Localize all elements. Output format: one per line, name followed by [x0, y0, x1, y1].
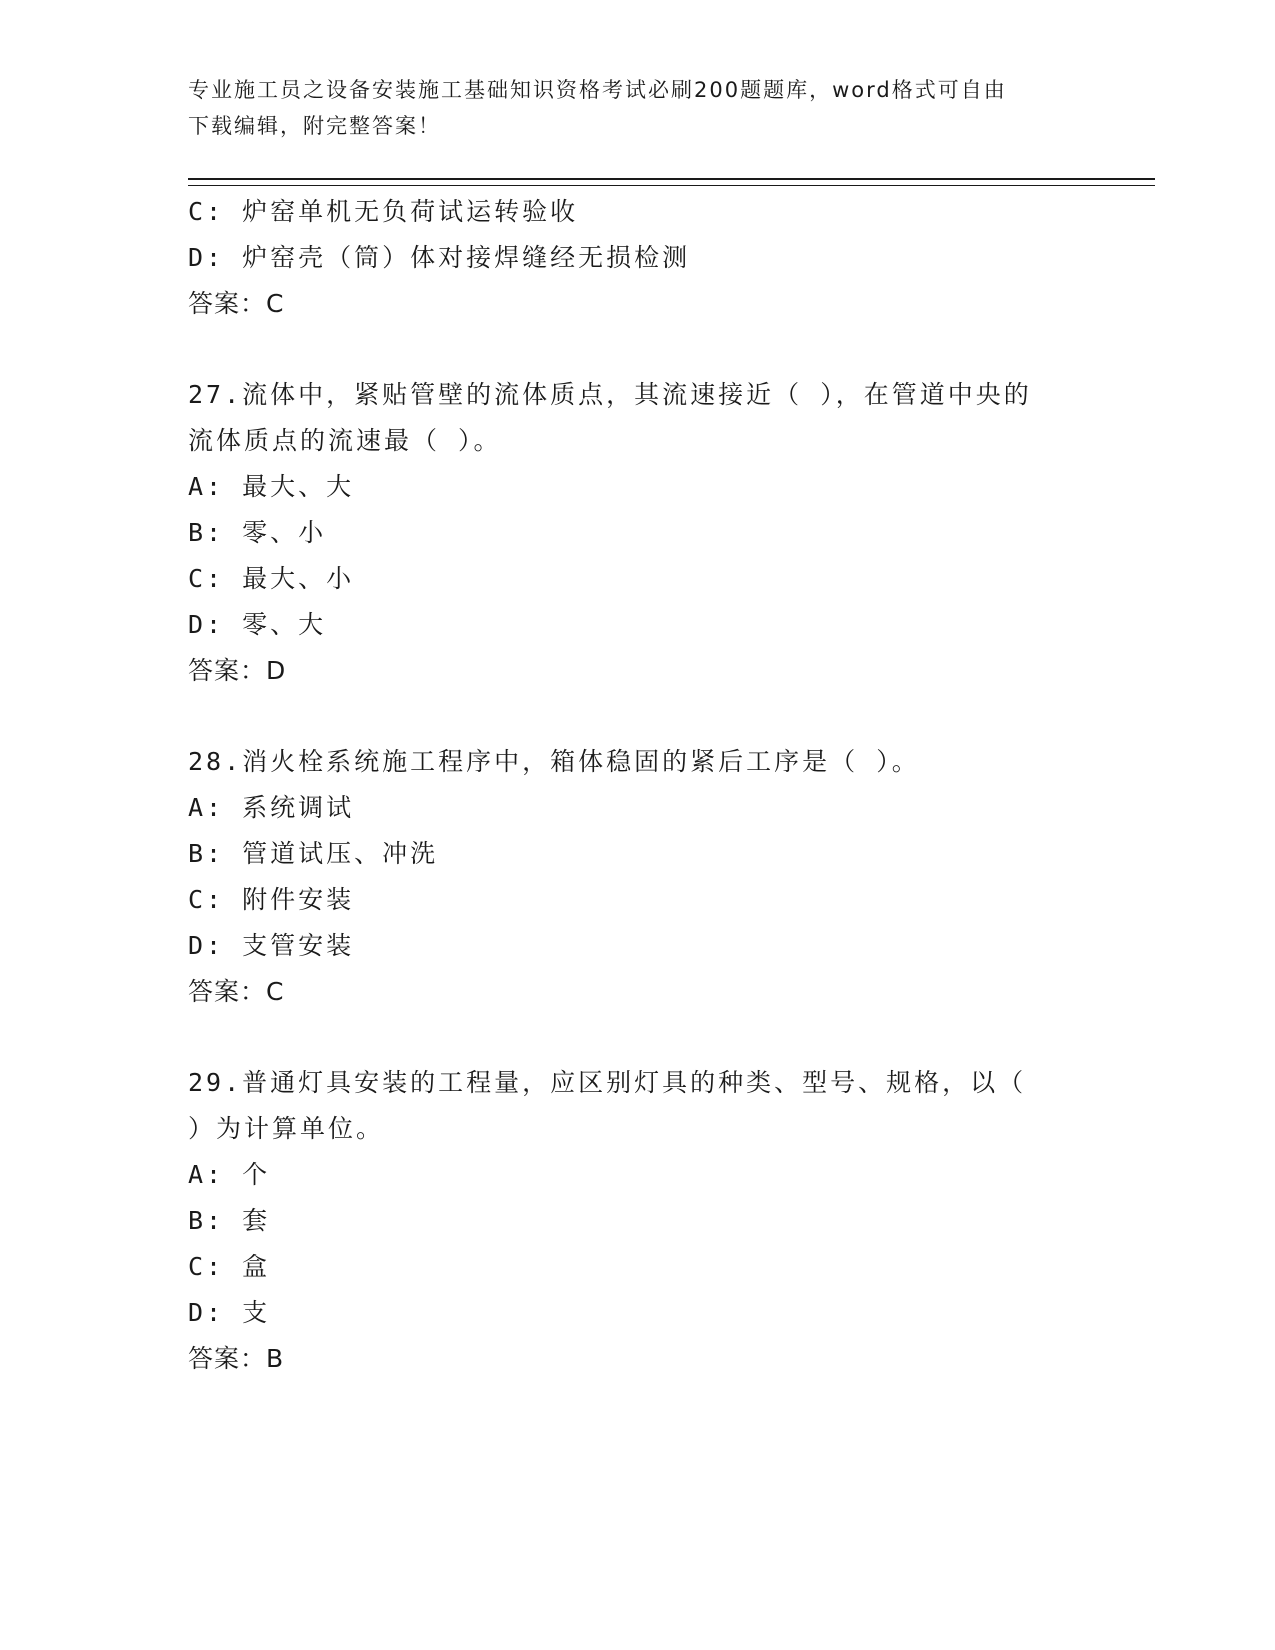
page-header [188, 72, 1088, 144]
answer-line: 答案：C [188, 977, 285, 1006]
question-stem: 28.消火栓系统施工程序中，箱体稳固的紧后工序是（ ）。 [188, 747, 920, 776]
question-stem: 27.流体中，紧贴管壁的流体质点，其流速接近（ ），在管道中央的 [188, 380, 1032, 409]
option-d: D: 支管安装 [188, 931, 355, 960]
option-b: B: 管道试压、冲洗 [188, 839, 439, 868]
question-stem-cont: 流体质点的流速最（ ）。 [188, 426, 502, 455]
header-line-1: 专业施工员之设备安装施工基础知识资格考试必刷200题题库，word格式可自由 [188, 78, 1007, 102]
option-d: D: 支 [188, 1298, 271, 1327]
answer-line: 答案：B [188, 1344, 285, 1373]
option-b: B: 套 [188, 1206, 271, 1235]
question-block-prev [188, 189, 1088, 327]
document-body [188, 189, 1088, 1382]
option-d: D: 零、大 [188, 610, 327, 639]
option-d: D: 炉窑壳（筒）体对接焊缝经无损检测 [188, 243, 691, 272]
option-c: C: 炉窑单机无负荷试运转验收 [188, 197, 579, 226]
option-b: B: 零、小 [188, 518, 327, 547]
question-stem: 29.普通灯具安装的工程量，应区别灯具的种类、型号、规格，以（ [188, 1068, 1027, 1097]
option-a: A: 最大、大 [188, 472, 355, 501]
option-c: C: 附件安装 [188, 885, 355, 914]
question-block-28 [188, 739, 1088, 1015]
option-c: C: 最大、小 [188, 564, 355, 593]
question-stem-cont: ）为计算单位。 [188, 1114, 385, 1143]
option-c: C: 盒 [188, 1252, 271, 1281]
answer-line: 答案：D [188, 656, 287, 685]
header-line-2: 下载编辑，附完整答案！ [188, 114, 441, 138]
header-divider [188, 178, 1155, 186]
option-a: A: 个 [188, 1160, 271, 1189]
question-block-27 [188, 372, 1088, 694]
question-block-29 [188, 1060, 1088, 1382]
answer-line: 答案：C [188, 289, 285, 318]
option-a: A: 系统调试 [188, 793, 355, 822]
